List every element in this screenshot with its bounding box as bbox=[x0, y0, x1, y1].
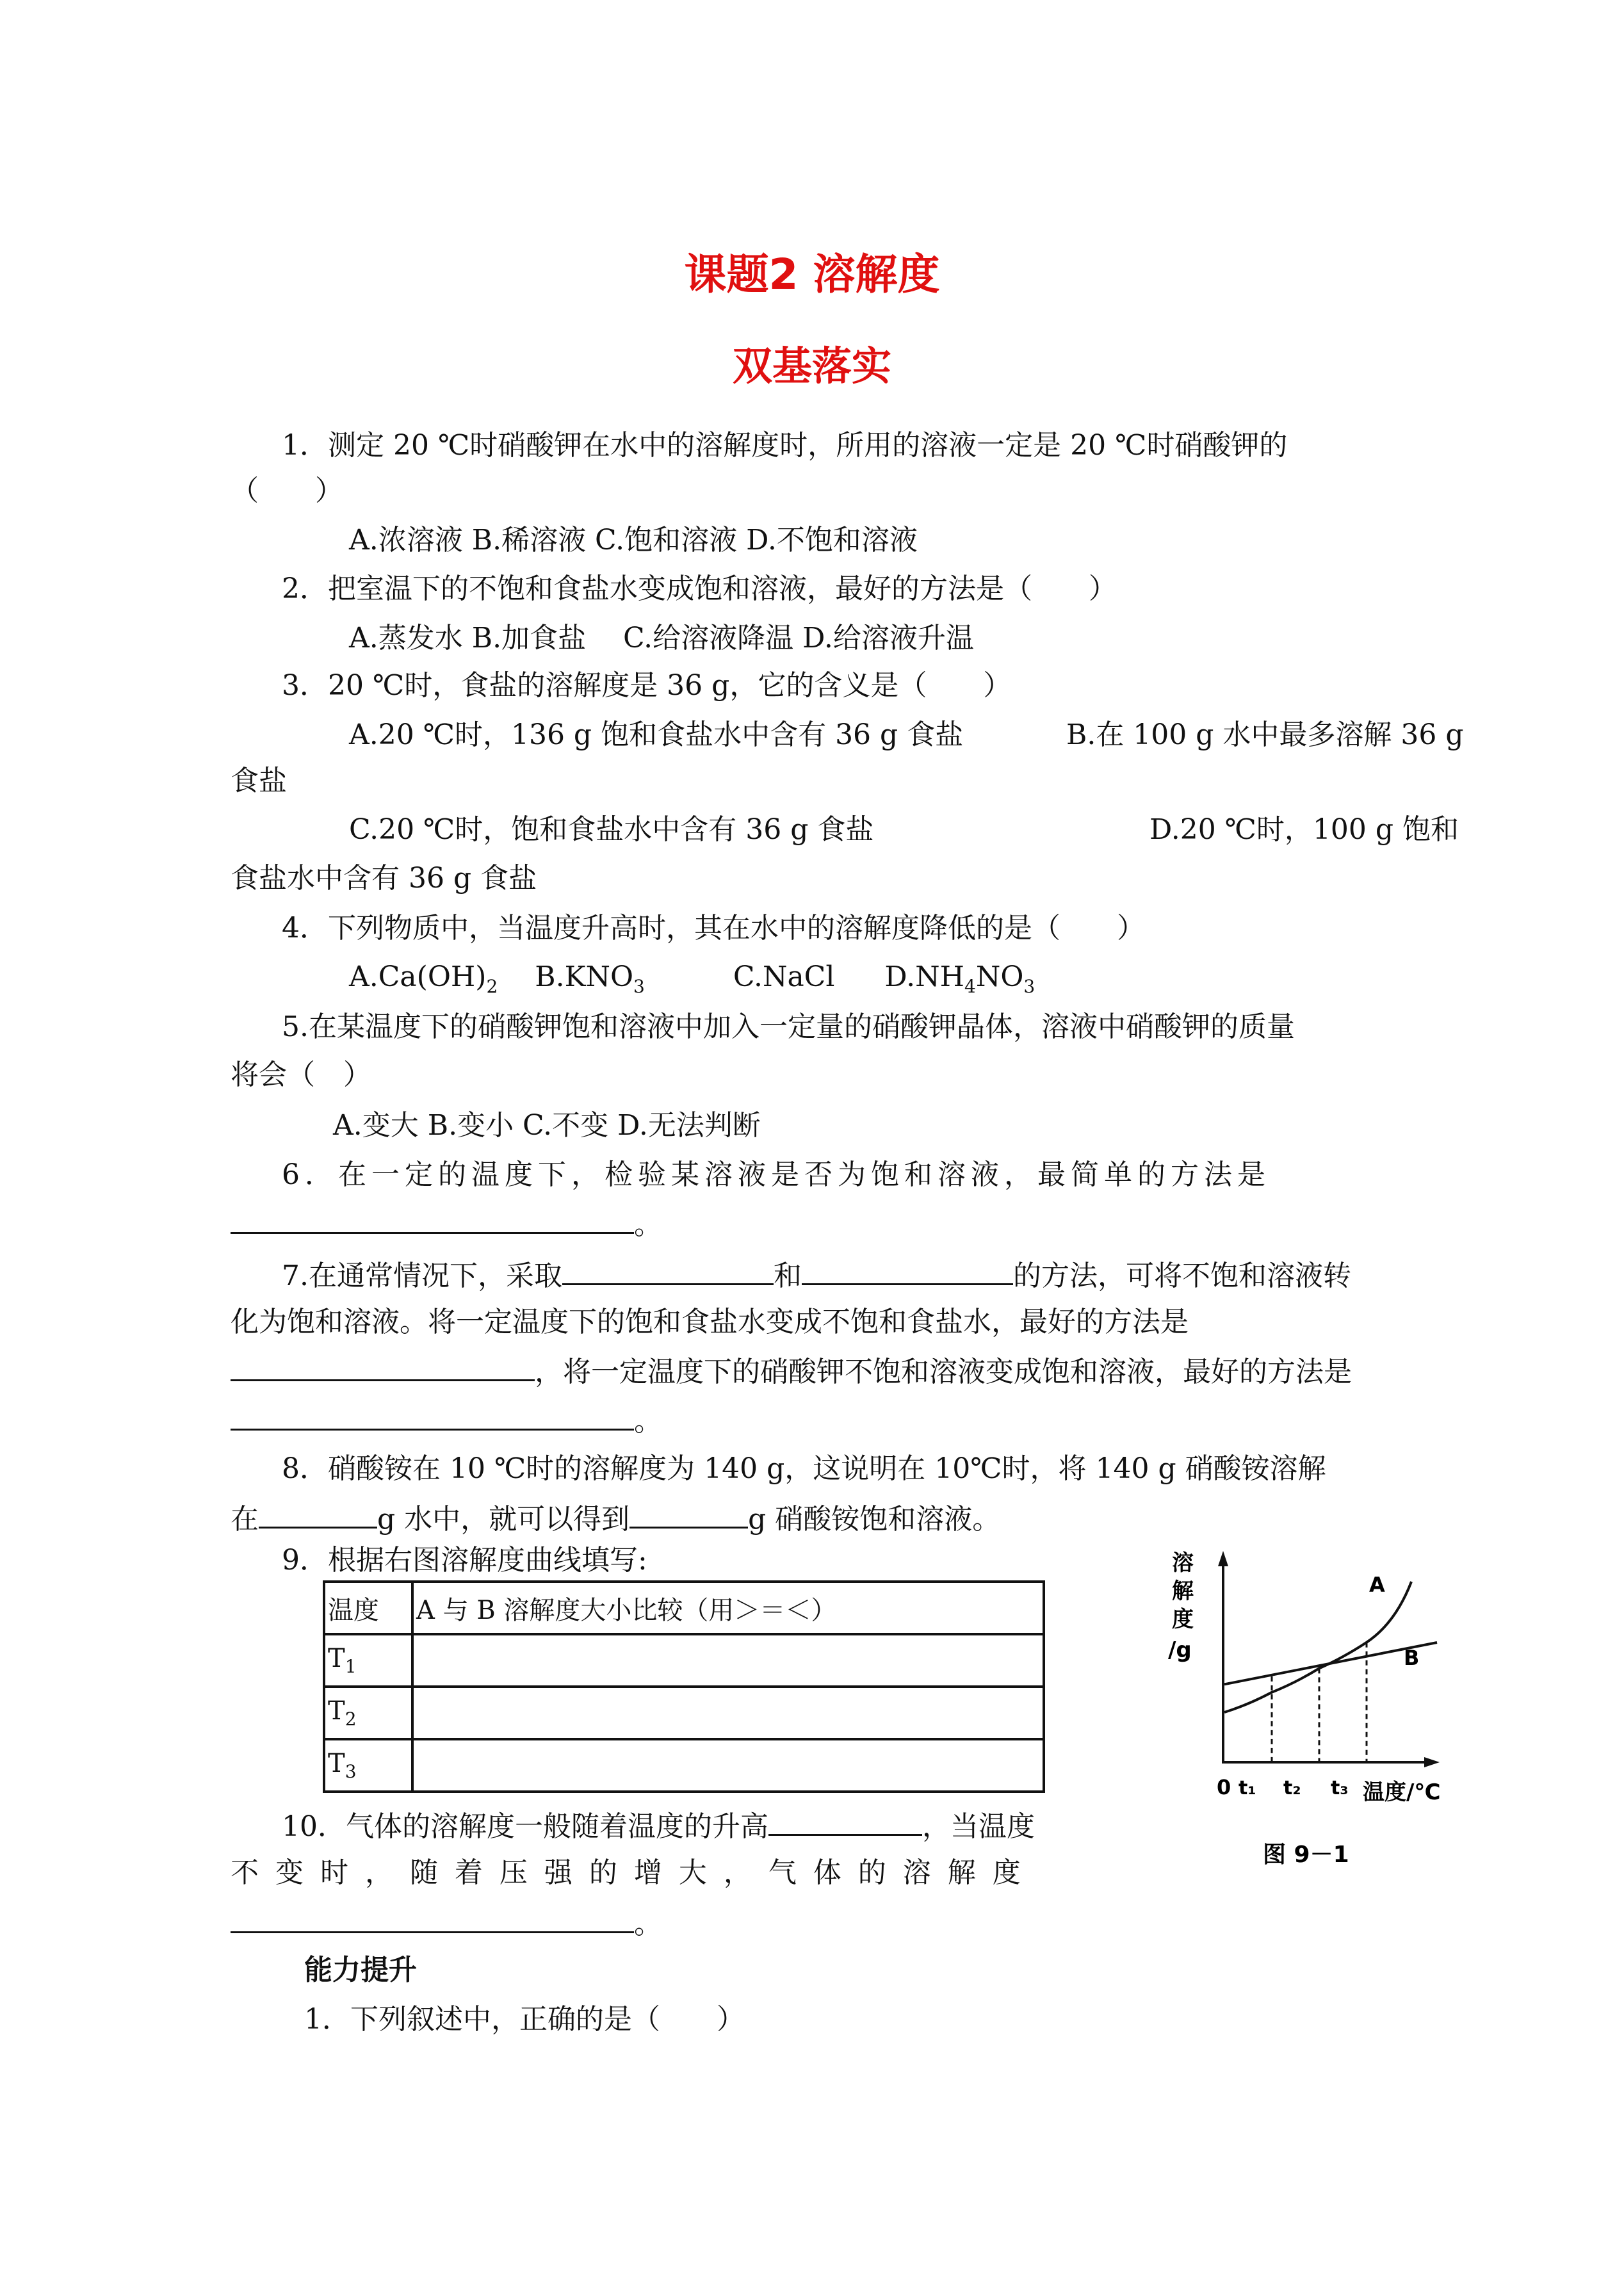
series-b-label: B bbox=[1404, 1646, 1420, 1670]
table-answer-cell[interactable] bbox=[412, 1634, 1044, 1687]
section-title-basic: 双基落实 bbox=[732, 343, 891, 389]
q4-option-d: $D.NH_4NO_3$ bbox=[884, 961, 1035, 997]
y-axis-label-1: 溶 bbox=[1172, 1550, 1194, 1576]
x-axis-arrow bbox=[1424, 1757, 1440, 1767]
q4-option-a: $A.Ca(OH)_2$ bbox=[349, 961, 498, 997]
table-row bbox=[324, 1634, 1044, 1687]
figure-caption: 图 9－1 bbox=[1263, 1842, 1349, 1868]
q7-blank-2[interactable] bbox=[802, 1255, 1013, 1285]
q3-option-c: C.20 ℃时，饱和食盐水中含有 36 g 食盐 bbox=[349, 813, 874, 846]
adv-q1-stem: 1．下列叙述中，正确的是（ ） bbox=[304, 2003, 745, 2036]
table-header-temp: 温度 bbox=[324, 1582, 412, 1634]
q2-options: A.蒸发水 B.加食盐 C.给溶液降温 D.给溶液升温 bbox=[349, 622, 974, 654]
table-header-compare: A 与 B 溶解度大小比较（用＞＝＜） bbox=[412, 1582, 1044, 1634]
comparison-table bbox=[323, 1580, 1045, 1793]
q7-line3: ，将一定温度下的硝酸钾不饱和溶液变成饱和溶液，最好的方法是 bbox=[231, 1351, 1352, 1391]
q7-line4: 。 bbox=[231, 1400, 662, 1441]
q3-option-a: A.20 ℃时，136 g 饱和食盐水中含有 36 g 食盐 bbox=[349, 718, 964, 751]
series-a-curve bbox=[1224, 1582, 1411, 1712]
y-axis-arrow bbox=[1218, 1551, 1228, 1566]
table-header-row bbox=[324, 1582, 1044, 1634]
q10-blank-1[interactable] bbox=[768, 1806, 922, 1836]
solubility-figure bbox=[1165, 1537, 1486, 1895]
solubility-chart bbox=[1165, 1537, 1486, 1895]
y-axis-label-4: /g bbox=[1168, 1637, 1192, 1663]
q5-stem-cont: 将会（ ） bbox=[231, 1058, 371, 1091]
q1-paren: （ ） bbox=[231, 474, 343, 507]
x-tick-0: 0 bbox=[1217, 1775, 1231, 1799]
q8-blank-2[interactable] bbox=[629, 1498, 748, 1529]
q3-option-b-cont: 食盐 bbox=[231, 765, 287, 797]
table-cell-t1: $T_1$ bbox=[324, 1634, 412, 1687]
x-tick-t1: t₁ bbox=[1238, 1777, 1256, 1799]
y-axis-label-2: 解 bbox=[1172, 1578, 1194, 1604]
x-axis-label: 温度/℃ bbox=[1363, 1780, 1441, 1805]
q3-option-d: D.20 ℃时，100 g 饱和 bbox=[1149, 813, 1459, 846]
q10-line3: 。 bbox=[231, 1903, 662, 1943]
q10-line2: 不 变 时 ， 随 着 压 强 的 增 大 ， 气 体 的 溶 解 度 bbox=[231, 1856, 1025, 1889]
q8-line1: 8．硝酸铵在 10 ℃时的溶解度为 140 g，这说明在 10℃时，将 140 g 硝酸铵溶解 bbox=[282, 1452, 1326, 1485]
q4-option-c: C.NaCl bbox=[733, 961, 835, 993]
q7-line2: 化为饱和溶液。将一定温度下的饱和食盐水变成不饱和食盐水，最好的方法是 bbox=[231, 1306, 1189, 1338]
q5-stem: 5.在某温度下的硝酸钾饱和溶液中加入一定量的硝酸钾晶体，溶液中硝酸钾的质量 bbox=[282, 1010, 1295, 1043]
table-cell-t3: $T_3$ bbox=[324, 1739, 412, 1792]
q10-line1: 10．气体的溶解度一般随着温度的升高 ，当温度 bbox=[282, 1806, 1035, 1846]
q8-line2: 在 g 水中，就可以得到 g 硝酸铵饱和溶液。 bbox=[231, 1498, 1000, 1539]
q5-options: A.变大 B.变小 C.不变 D.无法判断 bbox=[333, 1109, 761, 1142]
q8-blank-1[interactable] bbox=[259, 1498, 377, 1529]
x-tick-t3: t₃ bbox=[1331, 1777, 1349, 1799]
table-row bbox=[324, 1687, 1044, 1739]
q6-answer-line: 。 bbox=[231, 1204, 662, 1244]
q1-options: A.浓溶液 B.稀溶液 C.饱和溶液 D.不饱和溶液 bbox=[349, 524, 918, 556]
q3-option-b: B.在 100 g 水中最多溶解 36 g bbox=[1066, 718, 1464, 751]
section-title-advanced: 能力提升 bbox=[304, 1954, 417, 1986]
y-axis-label-3: 度 bbox=[1172, 1607, 1194, 1632]
q4-stem: 4．下列物质中，当温度升高时，其在水中的溶解度降低的是（ ） bbox=[282, 912, 1145, 945]
q10-blank-2[interactable] bbox=[231, 1903, 634, 1933]
q9-stem: 9．根据右图溶解度曲线填写: bbox=[282, 1544, 647, 1577]
q6-stem: 6．在一定的温度下，检验某溶液是否为饱和溶液，最简单的方法是 bbox=[282, 1158, 1271, 1191]
q3-option-d-cont: 食盐水中含有 36 g 食盐 bbox=[231, 862, 537, 895]
q4-options bbox=[349, 958, 1035, 1006]
q6-blank[interactable] bbox=[231, 1204, 634, 1234]
q7-line1: 7.在通常情况下，采取 和 的方法，可将不饱和溶液转 bbox=[282, 1255, 1351, 1295]
page-title: 课题2 溶解度 bbox=[684, 250, 940, 299]
q7-blank-1[interactable] bbox=[562, 1255, 774, 1285]
x-tick-t2: t₂ bbox=[1283, 1777, 1301, 1799]
q3-stem: 3．20 ℃时，食盐的溶解度是 36 g，它的含义是（ ） bbox=[282, 669, 1012, 702]
table-cell-t2: $T_2$ bbox=[324, 1687, 412, 1739]
q1-stem: 1．测定 20 ℃时硝酸钾在水中的溶解度时，所用的溶液一定是 20 ℃时硝酸钾的 bbox=[282, 429, 1288, 462]
q7-blank-3[interactable] bbox=[231, 1351, 535, 1381]
table-answer-cell[interactable] bbox=[412, 1739, 1044, 1792]
q4-option-b: $B.KNO_3$ bbox=[535, 961, 645, 997]
q7-blank-4[interactable] bbox=[231, 1400, 634, 1431]
q2-stem: 2．把室温下的不饱和食盐水变成饱和溶液，最好的方法是（ ） bbox=[282, 572, 1117, 605]
series-a-label: A bbox=[1369, 1573, 1385, 1597]
table-answer-cell[interactable] bbox=[412, 1687, 1044, 1739]
table-row bbox=[324, 1739, 1044, 1792]
